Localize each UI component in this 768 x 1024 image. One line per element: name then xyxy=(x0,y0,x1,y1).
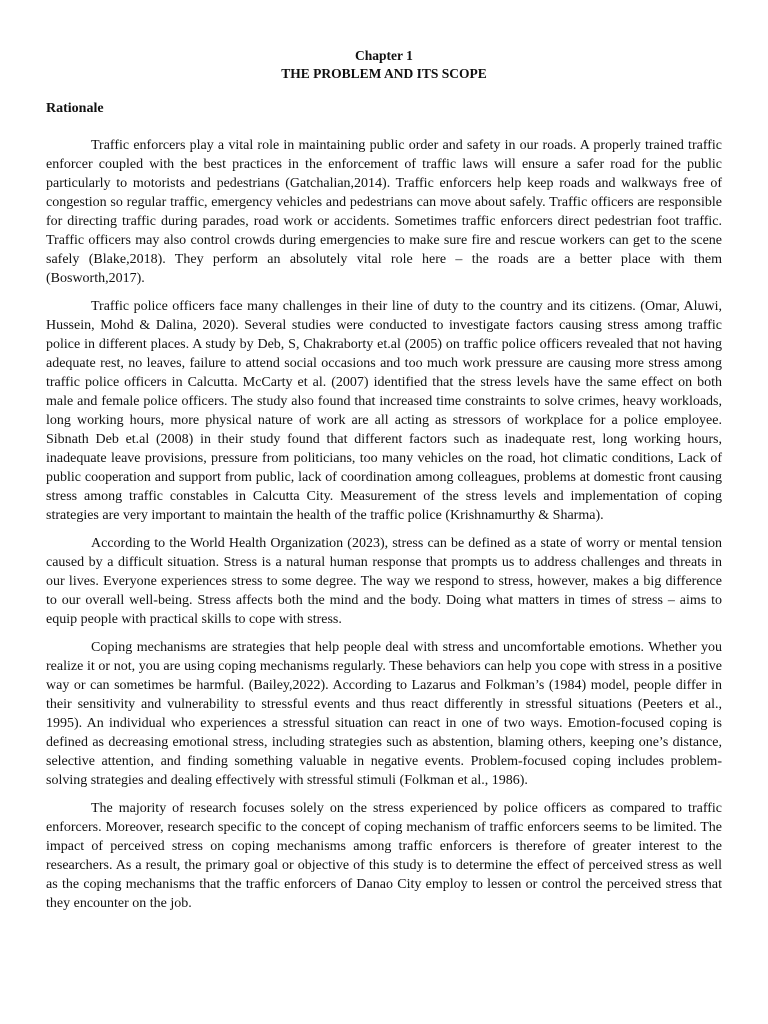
section-heading-rationale: Rationale xyxy=(46,101,104,116)
paragraph: Traffic enforcers play a vital role in maintaining public order and safety in our roads. A properly trained traffic enforcer coupled with the best practices in the enforcement of traffic laws will ensure a safer road for the public particularly to motorists and pedestrians (Gatchalian,2014). Traffic enforcers help keep roads and walkways free of congestion so regular traffic, emergency vehicles and pedestrians can move about safely. Traffic officers are responsible for directing traffic during parades, road work or accidents. Sometimes traffic enforcers direct pedestrian foot traffic. Traffic officers may also control crowds during emergencies to make sure fire and rescue workers can get to the scene safely (Blake,2018). They perform an absolutely vital role here – the roads are a better place with them (Bosworth,2017). xyxy=(46,138,722,286)
paragraph: Coping mechanisms are strategies that help people deal with stress and uncomfortable emotions. Whether you realize it or not, you are using coping mechanisms regularly. These behaviors can help you cope with stress in a positive way or can sometimes be harmful. (Bailey,2022). According to Lazarus and Folkman’s (1984) model, people differ in their sensitivity and vulnerability to stressful events and thus react differently in stressful situations (Peeters et al., 1995). An individual who experiences a stressful situation can react in one of two ways. Emotion-focused coping is defined as decreasing emotional stress, including strategies such as abstention, blaming others, keeping one’s distance, selective attention, and finding something valuable in negative events. Problem-focused coping includes problem-solving strategies and dealing effectively with stressful stimuli (Folkman et al., 1986). xyxy=(46,640,722,788)
paragraph: Traffic police officers face many challenges in their line of duty to the country and its citizens. (Omar, Aluwi, Hussein, Mohd & Dalina, 2020). Several studies were conducted to investigate factors causing stress among traffic police in different places. A study by Deb, S, Chakraborty et.al (2005) on traffic police officers revealed that not having adequate rest, no leaves, failure to attend social occasions and too much work pressure are causing more stress among traffic police officers in Calcutta. McCarty et al. (2007) identified that the stress levels have the same effect on both male and female police officers. The study also found that increased time constraints to solve crimes, heavy workloads, long working hours, more physical nature of work are all acting as stressors of workplace for a police employee. Sibnath Deb et.al (2008) in their study found that different factors such as inadequate rest, long working hours, inadequate leave provisions, pressure from politicians, too many vehicles on the road, hot climatic conditions, Lack of public cooperation and support from public, lack of coordination among colleagues, problems at domestic front causing stress among traffic constables in Calcutta City. Measurement of the stress levels and implementation of coping strategies are very important to maintain the health of the traffic police (Krishnamurthy & Sharma). xyxy=(46,299,722,523)
chapter-title: THE PROBLEM AND ITS SCOPE xyxy=(281,66,487,81)
chapter-label: Chapter 1 xyxy=(355,48,413,63)
paragraph: According to the World Health Organization (2023), stress can be defined as a state of worry or mental tension caused by a difficult situation. Stress is a natural human response that prompts us to address challenges and threats in our lives. Everyone experiences stress to some degree. The way we respond to stress, however, makes a big difference to our overall well-being. Stress affects both the mind and the body. Doing what matters in times of stress – aims to equip people with practical skills to cope with stress. xyxy=(46,536,722,627)
document-body xyxy=(46,48,722,913)
paragraph: The majority of research focuses solely on the stress experienced by police officers as compared to traffic enforcers. Moreover, research specific to the concept of coping mechanism of traffic enforcers seems to be limited. The impact of perceived stress on coping mechanisms among traffic enforcers is therefore of greater interest to the researchers. As a result, the primary goal or objective of this study is to determine the effect of perceived stress as well as the coping mechanisms that the traffic enforcers of Danao City employ to lessen or control the perceived stress that they encounter on the job. xyxy=(46,801,722,911)
